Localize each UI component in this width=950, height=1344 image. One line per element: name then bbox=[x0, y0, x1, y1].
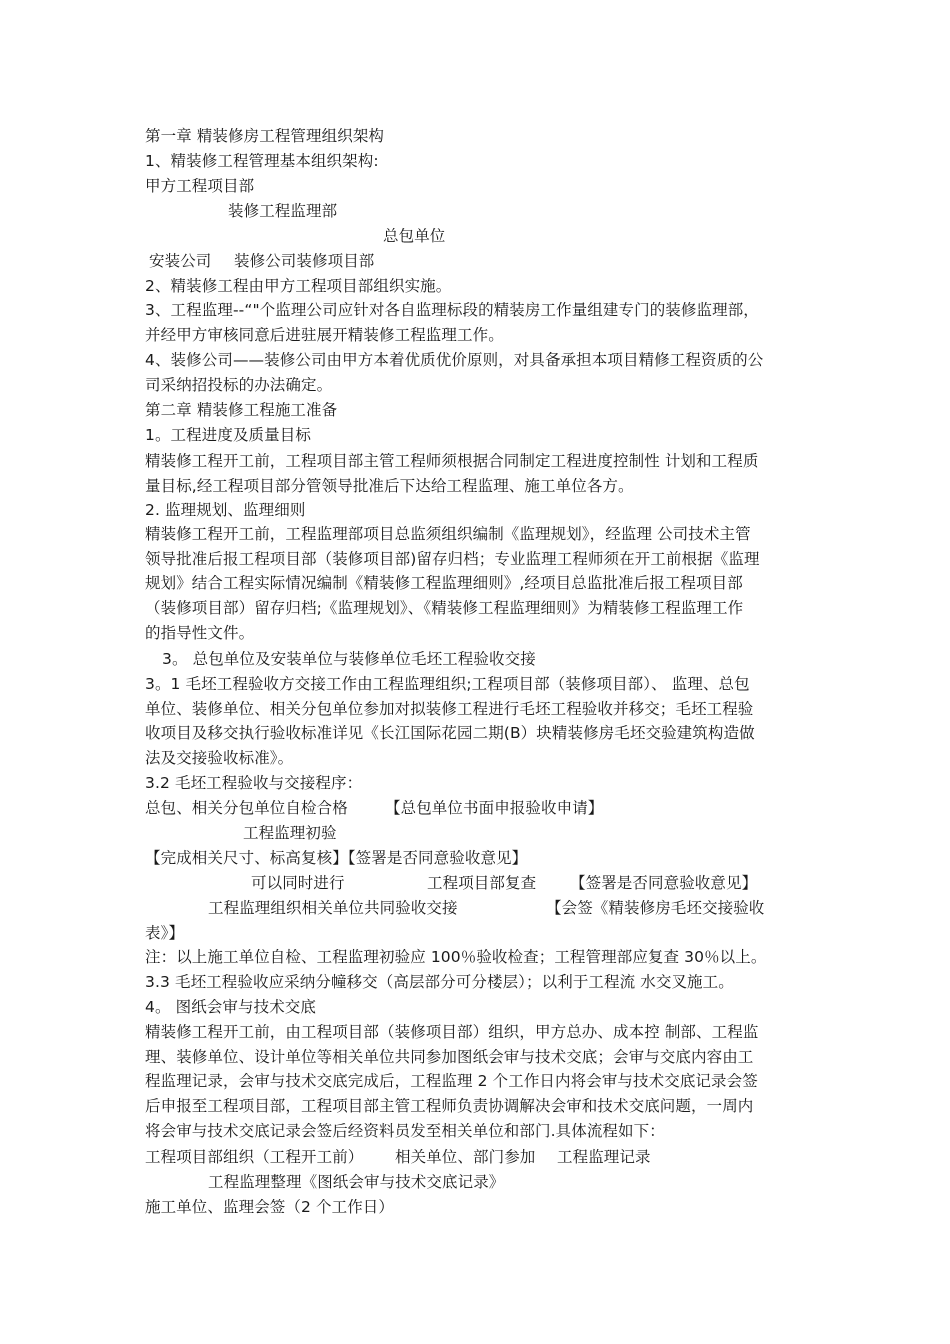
flow-note-countersign-form-cont: 表》】 bbox=[145, 924, 185, 942]
section-2-text: 2、精装修工程由甲方工程项目部组织实施。 bbox=[145, 277, 452, 295]
section-1-heading: 1、精装修工程管理基本组织架构: bbox=[145, 152, 379, 170]
text-line: 精装修工程开工前，工程监理部项目总监须组织编制《监理规划》，经监理 公司技术主管 bbox=[145, 525, 751, 543]
text-line: 后申报至工程项目部，工程项目部主管工程师负责协调解决会审和技术交底问题，一周内 bbox=[145, 1097, 754, 1116]
flow-note-simultaneous: 可以同时进行 bbox=[251, 874, 345, 892]
org-node-installation-company: 安装公司 bbox=[149, 252, 212, 270]
flow-step-supervision-compile: 工程监理整理《图纸会审与技术交底记录》 bbox=[208, 1173, 505, 1191]
section-3-2-heading: 3.2 毛坯工程验收与交接程序： bbox=[145, 774, 363, 792]
text-line: 规划》结合工程实际情况编制《精装修工程监理细则》,经项目总监批准后报工程项目部 bbox=[145, 574, 743, 593]
text-line: 精装修工程开工前，由工程项目部（装修项目部）组织，甲方总办、成本控 制部、工程监 bbox=[145, 1023, 759, 1041]
section-handover-heading: 3。 总包单位及安装单位与装修单位毛坯工程验收交接 bbox=[162, 650, 536, 668]
text-line: 法及交接验收标准》。 bbox=[145, 749, 294, 768]
flow-step-self-inspection: 总包、相关分包单位自检合格 bbox=[145, 799, 348, 817]
text-line: 单位、装修单位、相关分包单位参加对拟装修工程进行毛坯工程验收并移交；毛坯工程验 bbox=[145, 699, 754, 718]
text-line: 收项目及移交执行验收标准详见《长江国际花园二期(B）块精装修房毛坯交验建筑构造做 bbox=[145, 724, 755, 743]
text-line: 程监理记录，会审与技术交底完成后，工程监理 2 个工作日内将会审与技术交底记录会签 bbox=[145, 1072, 758, 1091]
text-line: 3。1 毛坯工程验收方交接工作由工程监理组织;工程项目部（装修项目部）、 监理、总包 bbox=[145, 675, 750, 693]
text-line: 3、工程监理--“"个监理公司应针对各自监理标段的精装房工作量组建专门的装修监理部， bbox=[145, 301, 759, 319]
handover-paragraph bbox=[145, 672, 807, 771]
org-node-decoration-project-dept: 装修公司装修项目部 bbox=[234, 252, 375, 270]
text-line: 的指导性文件。 bbox=[145, 623, 255, 642]
text-line: 司采纳招投标的办法确定。 bbox=[145, 375, 333, 394]
section-drawing-review-heading: 4。 图纸会审与技术交底 bbox=[145, 998, 316, 1016]
section-4-paragraph bbox=[145, 348, 807, 397]
flow-step-supervision-record: 工程监理记录 bbox=[557, 1148, 651, 1166]
section-supervision-plan-heading: 2. 监理规划、监理细则 bbox=[145, 501, 306, 519]
section-progress-quality-heading: 1。工程进度及质量目标 bbox=[145, 426, 311, 444]
chapter-2-heading: 第二章 精装修工程施工准备 bbox=[145, 401, 338, 419]
text-line: 4、装修公司——装修公司由甲方本着优质优价原则，对具备承担本项目精修工程资质的公 bbox=[145, 351, 764, 369]
section-3-3-text: 3.3 毛坯工程验收应采纳分幢移交（高层部分可分楼层）；以利于工程流 水交叉施工。 bbox=[145, 973, 734, 991]
flow-step-initial-inspection: 工程监理初验 bbox=[243, 824, 337, 842]
text-line: 并经甲方审核同意后进驻展开精装修工程监理工作。 bbox=[145, 325, 504, 344]
flow-note-written-application: 【总包单位书面申报验收申请】 bbox=[385, 799, 604, 817]
flow-note-countersign-form: 【会签《精装修房毛坯交接验收 bbox=[546, 899, 765, 917]
text-line: 领导批准后报工程项目部（装修项目部)留存归档；专业监理工程师须在开工前根据《监理 bbox=[145, 549, 760, 568]
inspection-note: 注：以上施工单位自检、工程监理初验应 100％验收检查；工程管理部应复查 30％以上。 bbox=[145, 948, 767, 966]
flow-note-sign-opinion: 【签署是否同意验收意见】 bbox=[570, 874, 758, 892]
progress-quality-paragraph bbox=[145, 449, 807, 498]
chapter-1-heading: 第一章 精装修房工程管理组织架构 bbox=[145, 127, 385, 145]
flow-step-joint-acceptance: 工程监理组织相关单位共同验收交接 bbox=[208, 899, 458, 917]
org-node-client-project-dept: 甲方工程项目部 bbox=[145, 177, 255, 195]
org-node-general-contractor: 总包单位 bbox=[383, 227, 446, 245]
section-3-paragraph bbox=[145, 298, 807, 347]
flow-step-units-attend: 相关单位、部门参加 bbox=[395, 1148, 536, 1166]
text-line: 精装修工程开工前，工程项目部主管工程师须根据合同制定工程进度控制性 计划和工程质 bbox=[145, 452, 759, 470]
text-line: 理、装修单位、设计单位等相关单位共同参加图纸会审与技术交底；会审与交底内容由工 bbox=[145, 1047, 754, 1066]
drawing-review-paragraph bbox=[145, 1020, 807, 1144]
text-line: 量目标,经工程项目部分管领导批准后下达给工程监理、施工单位各方。 bbox=[145, 476, 634, 495]
supervision-plan-paragraph bbox=[145, 522, 807, 646]
text-line: 将会审与技术交底记录会签后经资料员发至相关单位和部门.具体流程如下： bbox=[145, 1121, 665, 1140]
flow-step-project-organize: 工程项目部组织（工程开工前） bbox=[145, 1148, 364, 1166]
flow-step-project-review: 工程项目部复查 bbox=[427, 874, 537, 892]
org-node-supervision-dept: 装修工程监理部 bbox=[228, 202, 338, 220]
flow-step-countersign: 施工单位、监理会签（2 个工作日） bbox=[145, 1198, 394, 1216]
text-line: （装修项目部）留存归档;《监理规划》、《精装修工程监理细则》为精装修工程监理工作 bbox=[145, 599, 744, 618]
flow-note-dimension-review: 【完成相关尺寸、标高复核】【签署是否同意验收意见】 bbox=[145, 849, 528, 867]
